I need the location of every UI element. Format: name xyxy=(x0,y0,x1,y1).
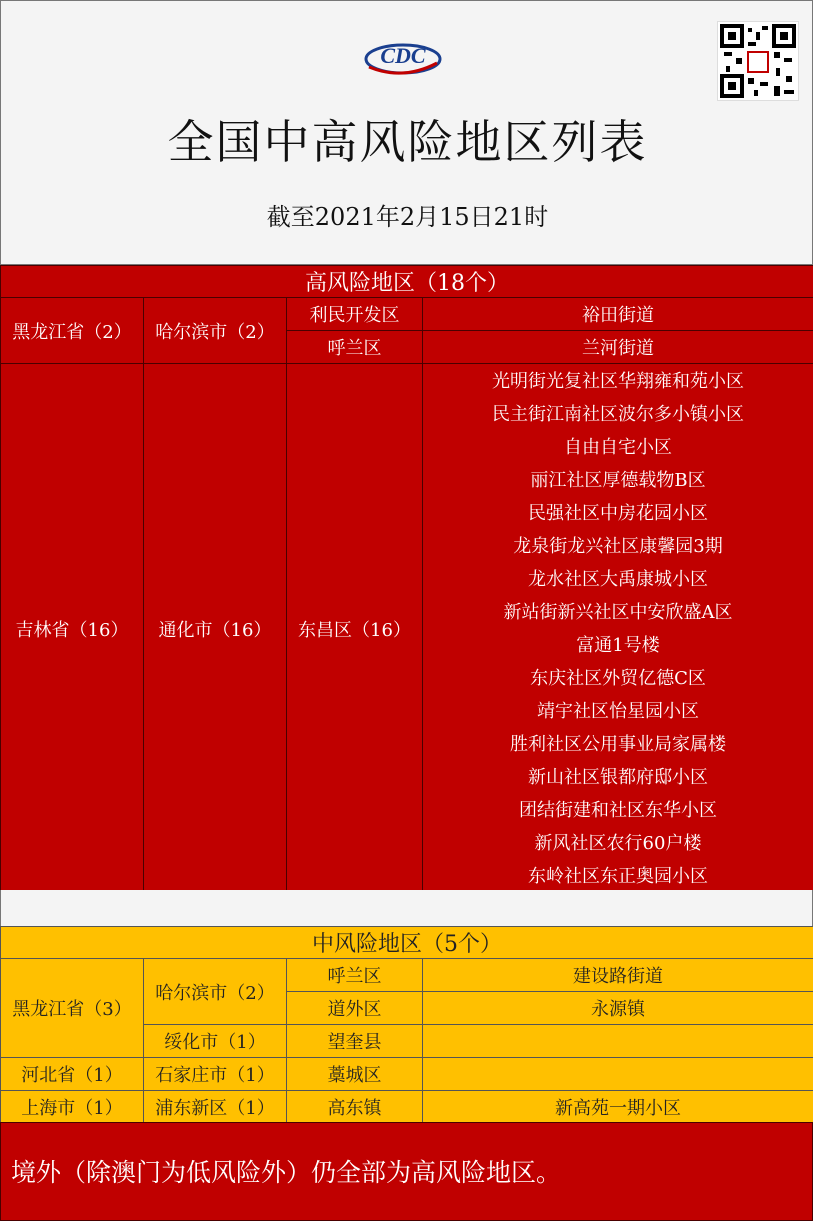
city-cell: 通化市（16） xyxy=(144,364,287,895)
province-cell: 黑龙江省（2） xyxy=(1,298,144,364)
header xyxy=(0,0,813,265)
city-cell: 哈尔滨市（2） xyxy=(144,298,287,364)
city-cell: 哈尔滨市（2） xyxy=(144,959,287,1025)
footer-note: 境外（除澳门为低风险外）仍全部为高风险地区。 xyxy=(0,1122,813,1221)
high-risk-table xyxy=(0,265,813,895)
area-cell: 建设路街道 xyxy=(423,959,813,992)
mid-risk-table xyxy=(0,926,813,1124)
list-item: 东庆社区外贸亿德C区 xyxy=(530,668,706,689)
list-item: 民强社区中房花园小区 xyxy=(528,503,708,524)
district-cell: 望奎县 xyxy=(287,1025,423,1058)
svg-text:CDC: CDC xyxy=(380,43,426,68)
cdc-logo xyxy=(363,33,443,79)
city-cell: 浦东新区（1） xyxy=(144,1091,287,1124)
page-subtitle: 截至2021年2月15日21时 xyxy=(266,203,549,231)
district-cell: 呼兰区 xyxy=(287,959,423,992)
list-item: 自由自宅小区 xyxy=(564,437,672,458)
list-item: 新站街新兴社区中安欣盛A区 xyxy=(503,602,733,623)
list-item: 新山社区银都府邸小区 xyxy=(528,767,708,788)
province-cell: 上海市（1） xyxy=(1,1091,144,1124)
province-cell: 吉林省（16） xyxy=(1,364,144,895)
page-title: 全国中高风险地区列表 xyxy=(167,115,648,169)
area-cell: 兰河街道 xyxy=(423,331,813,364)
list-item: 光明街光复社区华翔雍和苑小区 xyxy=(492,371,744,392)
area-cell xyxy=(423,1025,813,1058)
area-list xyxy=(423,364,813,895)
high-risk-section-title: 高风险地区（18个） xyxy=(1,266,813,298)
district-cell: 东昌区（16） xyxy=(287,364,423,895)
list-item: 靖宇社区怡星园小区 xyxy=(537,701,699,722)
district-cell: 高东镇 xyxy=(287,1091,423,1124)
district-cell: 呼兰区 xyxy=(287,331,423,364)
district-cell: 道外区 xyxy=(287,992,423,1025)
area-cell: 新高苑一期小区 xyxy=(423,1091,813,1124)
list-item: 团结街建和社区东华小区 xyxy=(519,800,717,821)
city-cell: 绥化市（1） xyxy=(144,1025,287,1058)
list-item: 胜利社区公用事业局家属楼 xyxy=(510,734,726,755)
city-cell: 石家庄市（1） xyxy=(144,1058,287,1091)
district-cell: 藁城区 xyxy=(287,1058,423,1091)
qr-code-icon xyxy=(717,21,799,101)
area-cell: 永源镇 xyxy=(423,992,813,1025)
area-cell: 裕田街道 xyxy=(423,298,813,331)
province-cell: 河北省（1） xyxy=(1,1058,144,1091)
list-item: 富通1号楼 xyxy=(576,635,660,656)
list-item: 新风社区农行60户楼 xyxy=(534,833,702,854)
province-cell: 黑龙江省（3） xyxy=(1,959,144,1058)
area-cell xyxy=(423,1058,813,1091)
list-item: 丽江社区厚德载物B区 xyxy=(530,470,706,491)
list-item: 民主街江南社区波尔多小镇小区 xyxy=(492,404,744,425)
section-spacer xyxy=(0,890,813,926)
list-item: 东岭社区东正奥园小区 xyxy=(528,866,708,887)
list-item: 龙泉街龙兴社区康馨园3期 xyxy=(513,536,723,557)
list-item: 龙水社区大禹康城小区 xyxy=(528,569,708,590)
mid-risk-section-title: 中风险地区（5个） xyxy=(1,927,813,959)
district-cell: 利民开发区 xyxy=(287,298,423,331)
